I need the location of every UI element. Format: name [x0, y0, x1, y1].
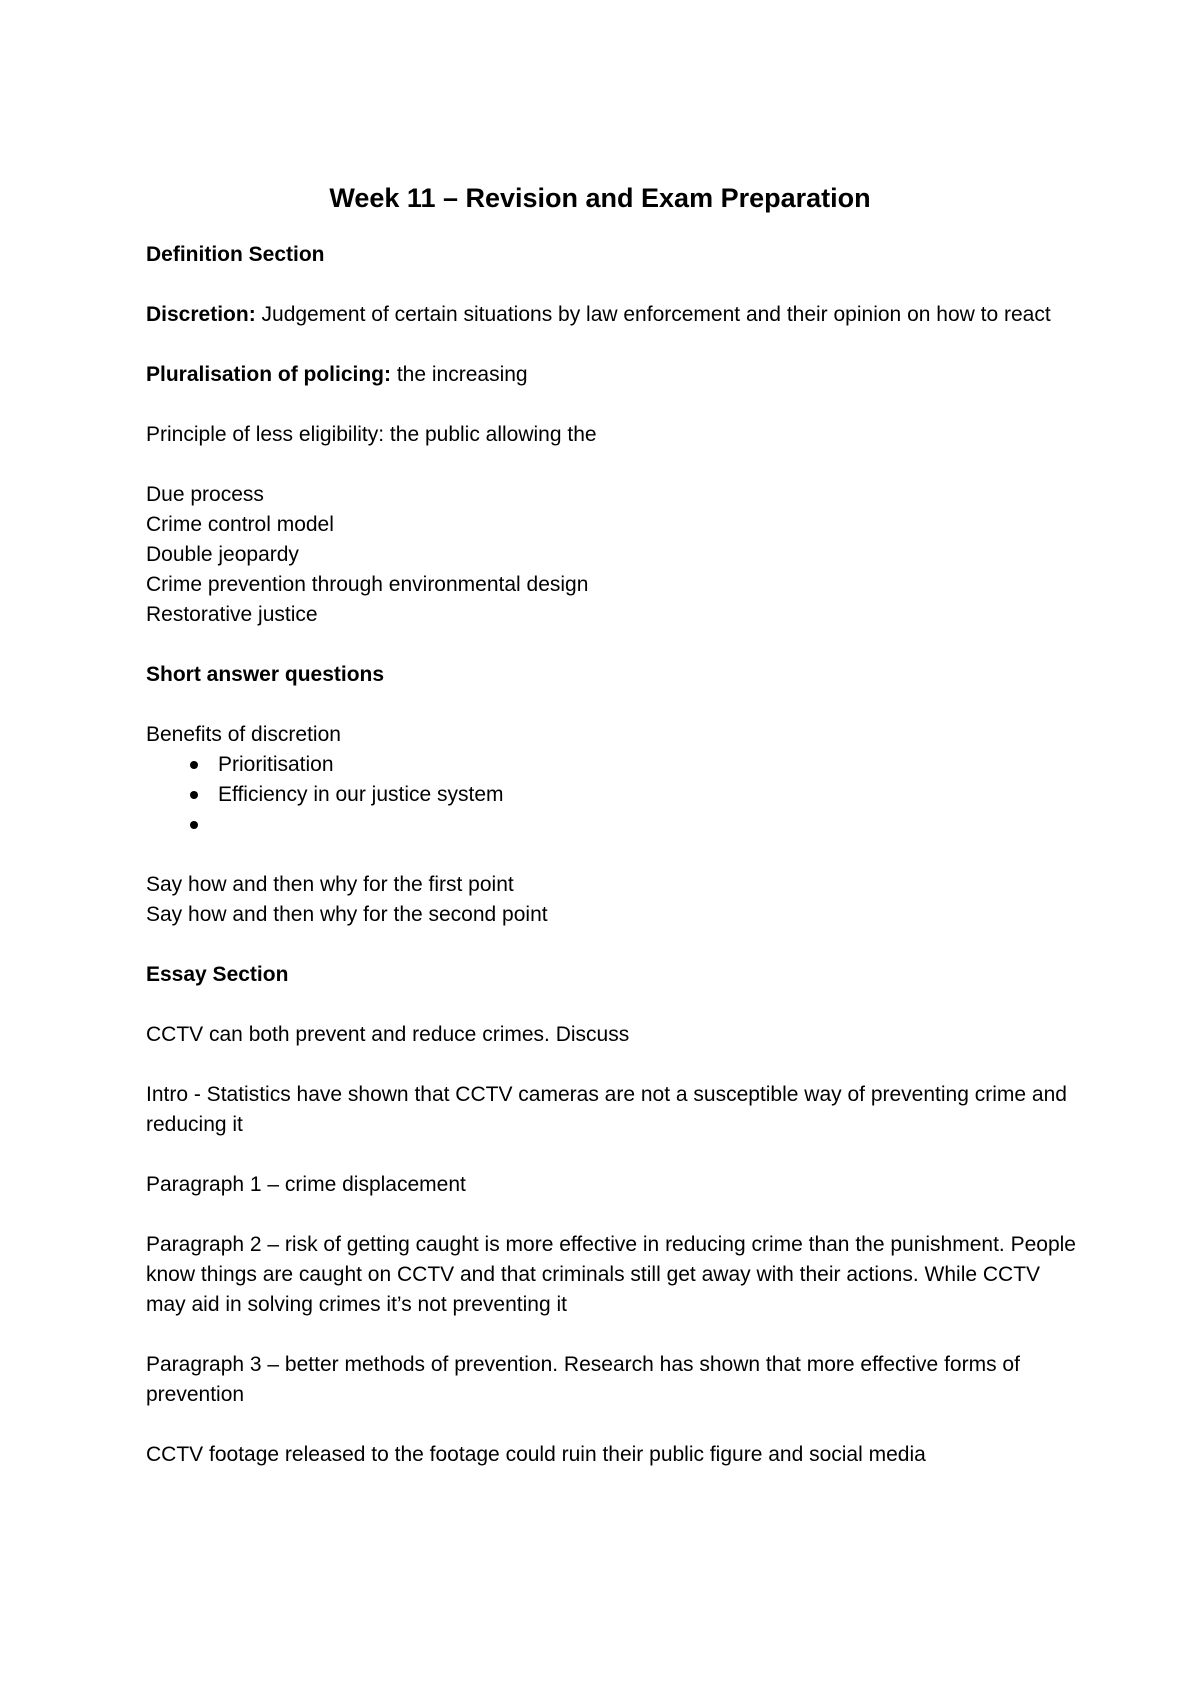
discretion-term: Discretion: [146, 303, 256, 326]
bullet-item [190, 810, 1080, 840]
note-line: Say how and then why for the first point [146, 873, 514, 896]
definition-term: Crime control model [146, 513, 334, 536]
essay-paragraph-2: Paragraph 2 – risk of getting caught is more effective in reducing crime than the punishment. People know things are caught on CCTV and that criminals still get away with their actions. While CCTV may aid in solving crimes it’s not preventing it [146, 1233, 1076, 1316]
definition-term: Restorative justice [146, 603, 318, 626]
benefits-title: Benefits of discretion [146, 723, 341, 746]
bullet-item [190, 780, 1080, 810]
definition-term: Double jeopardy [146, 543, 299, 566]
pluralisation-text: the increasing [391, 363, 528, 386]
essay-intro: Intro - Statistics have shown that CCTV cameras are not a susceptible way of preventing crime and reducing it [146, 1083, 1067, 1136]
bullet-dot-icon [190, 761, 198, 769]
definition-section-heading: Definition Section [146, 243, 325, 266]
benefits-bullet-list [146, 750, 1080, 840]
definition-terms-list [146, 480, 1080, 630]
short-answer-notes [146, 870, 1080, 930]
essay-footage-note: CCTV footage released to the footage could ruin their public figure and social media [146, 1443, 926, 1466]
essay-paragraph-1: Paragraph 1 – crime displacement [146, 1173, 466, 1196]
essay-question: CCTV can both prevent and reduce crimes. Discuss [146, 1023, 630, 1046]
short-answer-heading: Short answer questions [146, 663, 385, 686]
bullet-dot-icon [190, 821, 198, 829]
bullet-text: Efficiency in our justice system [218, 783, 504, 806]
discretion-definition [146, 300, 1080, 330]
note-line: Say how and then why for the second point [146, 903, 548, 926]
essay-paragraph-3: Paragraph 3 – better methods of prevention. Research has shown that more effective forms of prevention [146, 1353, 1020, 1406]
essay-section-heading: Essay Section [146, 963, 289, 986]
page-title: Week 11 – Revision and Exam Preparation [329, 183, 871, 213]
bullet-dot-icon [190, 791, 198, 799]
bullet-text: Prioritisation [218, 753, 334, 776]
less-eligibility-definition: Principle of less eligibility: the public allowing the [146, 423, 597, 446]
pluralisation-definition [146, 360, 1080, 390]
pluralisation-term: Pluralisation of policing: [146, 363, 392, 386]
definition-term: Crime prevention through environmental design [146, 573, 589, 596]
discretion-text: Judgement of certain situations by law enforcement and their opinion on how to react [255, 303, 1051, 326]
definition-term: Due process [146, 483, 264, 506]
bullet-item [190, 750, 1080, 780]
